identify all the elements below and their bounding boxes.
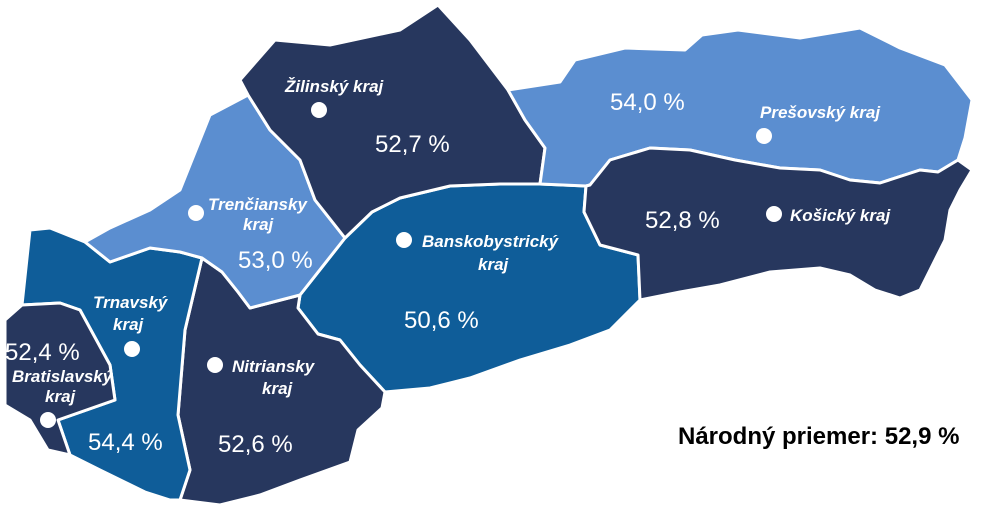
label-trenciansky-name-2: kraj bbox=[243, 215, 274, 234]
label-trenciansky-name-1: Trenčiansky bbox=[208, 195, 307, 214]
label-bratislavsky-name-1: Bratislavský bbox=[12, 367, 113, 386]
marker-trnavsky bbox=[124, 341, 140, 357]
marker-kosicky bbox=[766, 206, 782, 222]
value-nitriansky: 52,6 % bbox=[218, 431, 293, 458]
value-kosicky: 52,8 % bbox=[645, 207, 720, 234]
marker-trenciansky bbox=[188, 205, 204, 221]
label-nitriansky-name-2: kraj bbox=[262, 379, 293, 398]
value-trnavsky: 54,4 % bbox=[88, 429, 163, 456]
label-bratislavsky-name-2: kraj bbox=[45, 387, 76, 406]
value-bratislavsky: 52,4 % bbox=[5, 339, 80, 366]
value-banskobystricky: 50,6 % bbox=[404, 307, 479, 334]
label-banskobystricky-name-2: kraj bbox=[478, 255, 509, 274]
region-kosicky[interactable] bbox=[584, 148, 972, 300]
label-presovsky-name: Prešovský kraj bbox=[760, 103, 881, 122]
marker-banskobystricky bbox=[396, 232, 412, 248]
national-average-label: Národný priemer: 52,9 % bbox=[678, 423, 960, 450]
label-trnavsky-name-2: kraj bbox=[113, 315, 144, 334]
value-presovsky: 54,0 % bbox=[610, 89, 685, 116]
marker-presovsky bbox=[756, 128, 772, 144]
label-trnavsky-name-1: Trnavský bbox=[93, 293, 168, 312]
label-zilinsky-name: Žilinský kraj bbox=[285, 77, 384, 96]
value-trenciansky: 53,0 % bbox=[238, 247, 313, 274]
label-banskobystricky-name-1: Banskobystrický bbox=[422, 232, 559, 251]
label-kosicky-name: Košický kraj bbox=[790, 206, 891, 225]
value-zilinsky: 52,7 % bbox=[375, 131, 450, 158]
marker-nitriansky bbox=[207, 357, 223, 373]
label-nitriansky-name-1: Nitriansky bbox=[232, 357, 315, 376]
marker-zilinsky bbox=[311, 102, 327, 118]
marker-bratislavsky bbox=[40, 412, 56, 428]
